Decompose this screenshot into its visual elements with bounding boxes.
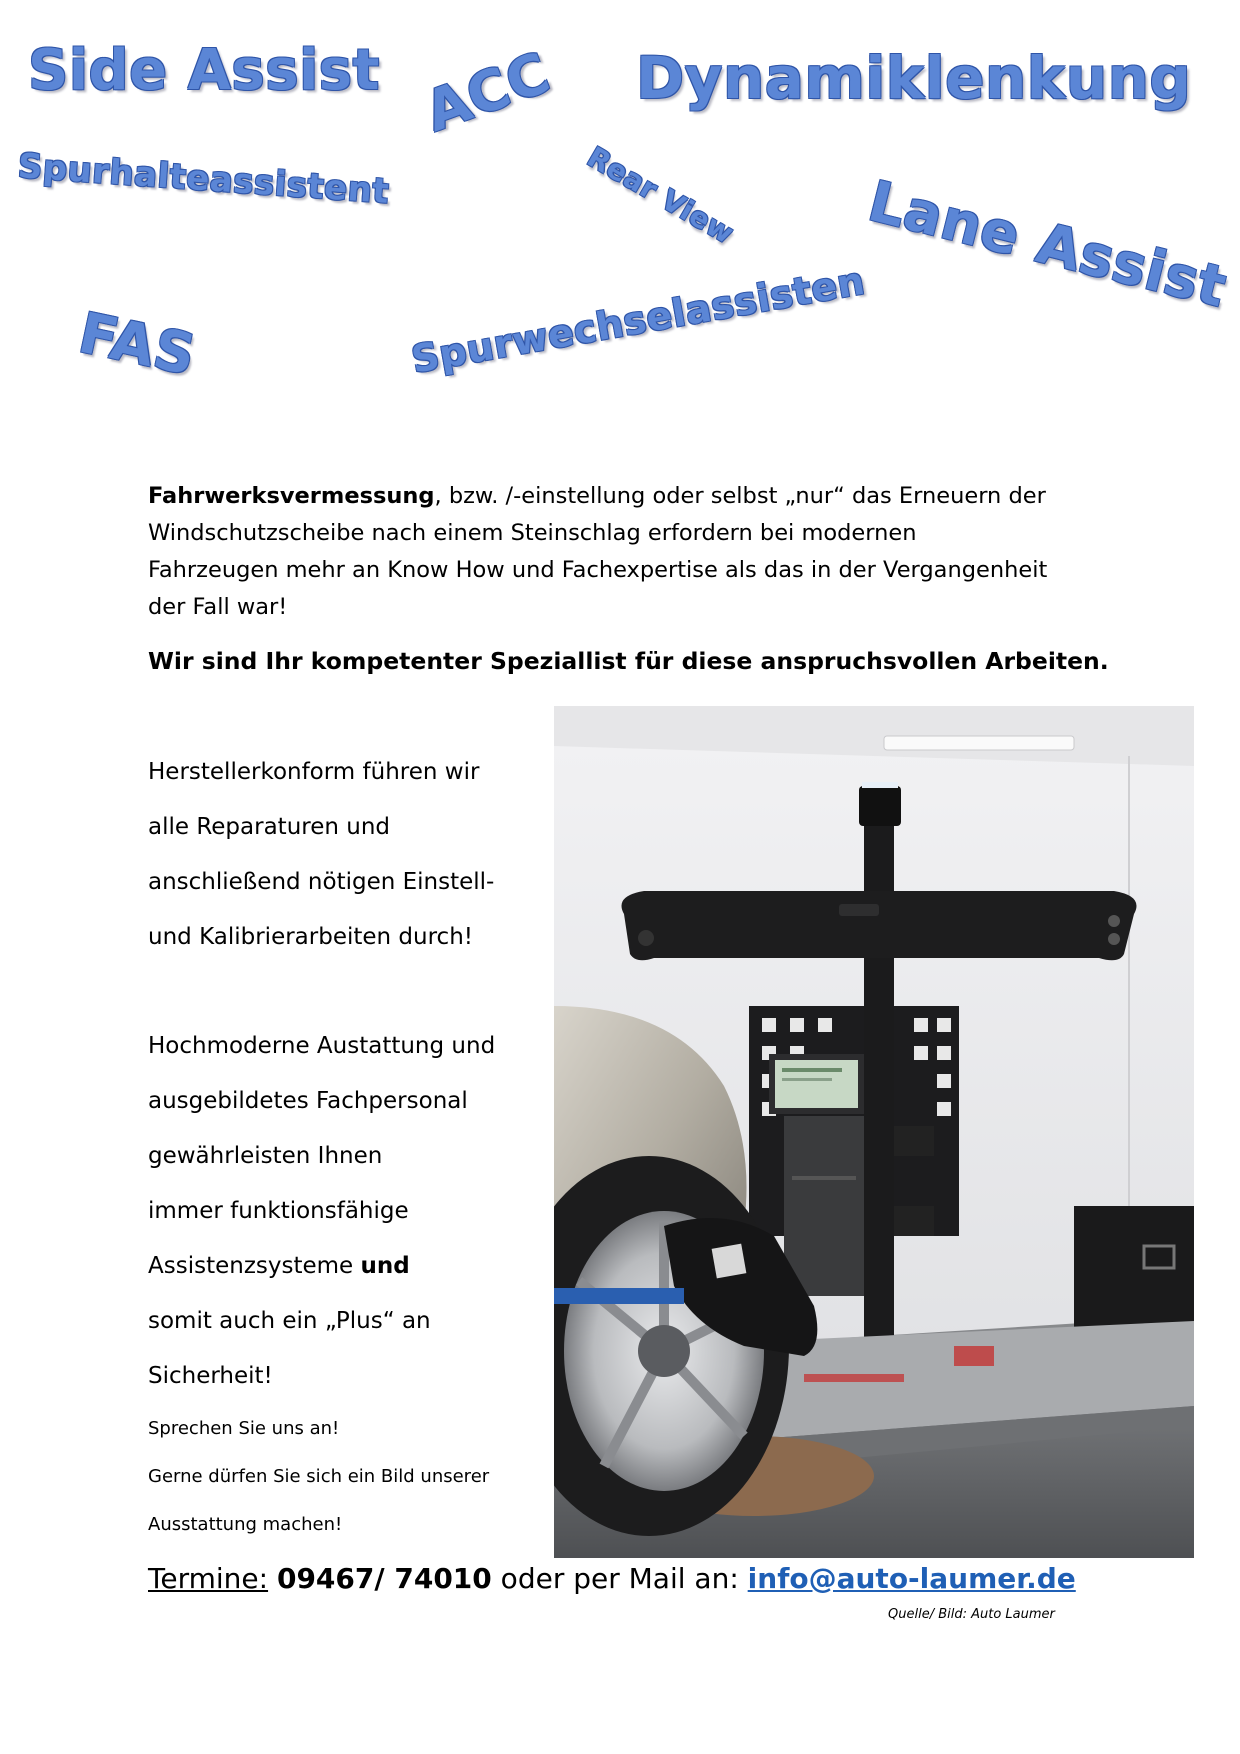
wordart-lane-assist: Lane Assist [862,168,1233,321]
wordart-side-assist: Side Assist [28,38,380,103]
intro-line-4: der Fall war! [148,594,288,620]
wordart-rear-view: Rear View [581,140,740,251]
body-line: gewährleisten Ihnen [148,1143,383,1169]
wordart-spurwechselassisten: Spurwechselassisten [408,258,869,382]
appointments-label: Termine: [148,1562,269,1595]
intro-line-1-rest: , bzw. /-einstellung oder selbst „nur“ das Erneuern der [434,483,1046,509]
body-line: Hochmoderne Austattung und [148,1033,496,1059]
wordart-acc: ACC [416,40,559,146]
wordart-dynamiklenkung: Dynamiklenkung [636,44,1192,112]
body-line-text: Assistenzsysteme [148,1253,361,1279]
body-line [148,1253,410,1279]
phone-number[interactable]: 09467/ 74010 [276,1562,492,1595]
body-line: Herstellerkonform führen wir [148,759,480,785]
wordart-spurhalteassistent: Spurhalteassistent [16,146,391,212]
small-line: Ausstattung machen! [148,1514,343,1535]
body-line-bold: und [360,1253,410,1279]
body-line: alle Reparaturen und [148,814,391,840]
small-line: Sprechen Sie uns an! [148,1418,340,1439]
intro-bold-lead: Fahrwerksvermessung [148,483,435,509]
contact-middle-text: oder per Mail an: [491,1562,748,1595]
intro-line-3: Fahrzeugen mehr an Know How und Fachexpertise als das in der Vergangenheit [148,557,1048,583]
alignment-photo [554,706,1194,1558]
body-line: immer funktionsfähige [148,1198,409,1224]
body-line: ausgebildetes Fachpersonal [148,1088,468,1114]
body-line: und Kalibrierarbeiten durch! [148,924,473,950]
alignment-photo-illustration [554,706,1194,1558]
contact-line [148,1562,1076,1595]
intro-line-1 [148,478,1108,515]
body-line: somit auch ein „Plus“ an [148,1308,431,1334]
claim-heading: Wir sind Ihr kompetenter Speziallist für diese anspruchsvollen Arbeiten. [148,647,1109,675]
intro-line-2: Windschutzscheibe nach einem Steinschlag erfordern bei modernen [148,520,917,546]
intro-paragraph [148,478,1108,626]
image-source-credit: Quelle/ Bild: Auto Laumer [888,1607,1055,1622]
body-line: Sicherheit! [148,1363,273,1389]
wordart-fas: FAS [73,300,202,389]
small-line: Gerne dürfen Sie sich ein Bild unserer [148,1466,490,1487]
body-line: anschließend nötigen Einstell- [148,869,495,895]
email-link[interactable]: info@auto-laumer.de [747,1562,1076,1595]
